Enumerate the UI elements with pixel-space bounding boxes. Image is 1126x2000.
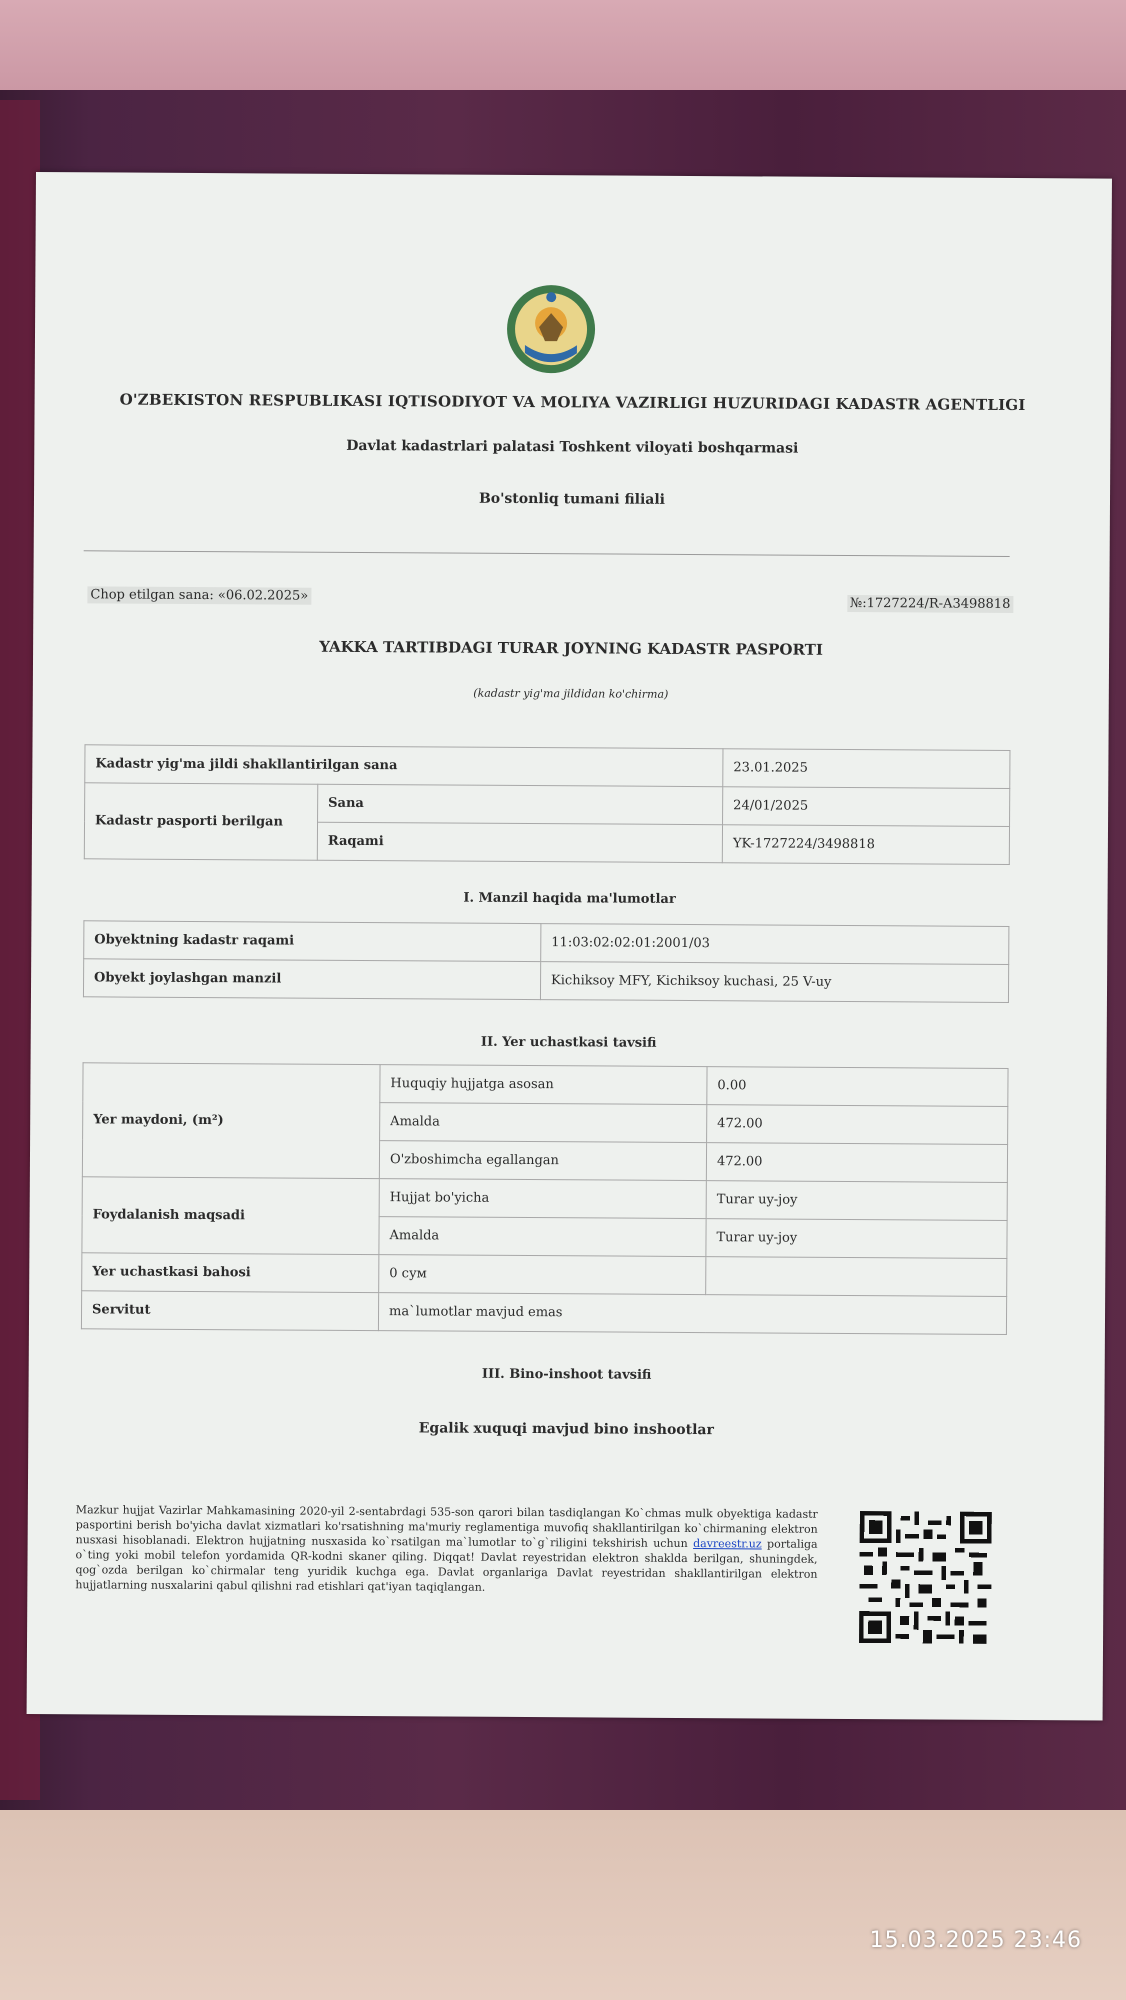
table-cell-label: Raqami: [317, 822, 722, 862]
document-title: YAKKA TARTIBDAGI TURAR JOYNING KADASTR PASPORTI: [319, 637, 823, 659]
table-row: [85, 745, 1010, 789]
section-heading: II. Yer uchastkasi tavsifi: [480, 1034, 657, 1051]
table-cell-label: Yer maydoni, (m²): [82, 1063, 380, 1179]
legal-notice-text: Mazkur hujjat Vazirlar Mahkamasining 2020-yil 2-sentabrdagi 535-son qarori bilan tasdiqlangan Ko`chmas mulk obyektiga kadastr pasportini berish bo'yicha davlat xizmatlari ko'rsatishning ma'muriy reglamentiga muvofiq shakllantirilgan ko`chirmaning elektron nusxasi hisoblanadi. Elektron hujjatning nusxasida ko`rsatilgan ma`lumotlar to`g`riligini tekshirish uchun: [75, 1503, 818, 1551]
table-row: [85, 783, 1010, 827]
table-cell-label: Obyektning kadastr raqami: [84, 921, 541, 962]
document-number: №:1727224/R-A3498818: [847, 595, 1014, 613]
table-cell-empty: [706, 1257, 1007, 1297]
table-cell-label: Foydalanish maqsadi: [82, 1177, 379, 1255]
chamber-name: Davlat kadastrlari palatasi Toshkent viloyati boshqarmasi: [346, 437, 799, 457]
table-cell-value: 0 сум: [379, 1255, 706, 1295]
table-cell-value: 11:03:02:02:01:2001/03: [541, 924, 1009, 965]
table-cell-label: Kadastr pasporti berilgan: [84, 783, 317, 860]
table-row: [83, 1063, 1008, 1107]
table-cell-value: 472.00: [706, 1143, 1007, 1183]
table-cell-value: YK-1727224/3498818: [722, 825, 1009, 865]
table-cell-label: Servitut: [81, 1291, 378, 1331]
table-cell-value: Turar uy-joy: [706, 1181, 1007, 1221]
background-bottom: [0, 1810, 1126, 2000]
table-cell-value: 0.00: [707, 1067, 1008, 1107]
portal-link[interactable]: davreestr.uz: [693, 1537, 762, 1551]
table-cell-label: Kadastr yig'ma jildi shakllantirilgan sana: [85, 745, 723, 787]
state-emblem-icon: [505, 283, 598, 376]
legal-notice-text: portaliga o`ting yoki mobil telefon yordamida QR-kodni skaner qiling. Diqqat! Davlat reyestridan elektron shaklda berilgan, shuningdek, qog`ozda berilgan ko`chirmalar teng yuridik kuchga ega. Davlat organlariga Davlat reyestridan shakllantirilgan elektron hujjatlarning nusxalarini qabul qilishni rad etishlari qat'iyan taqiqlangan.: [75, 1537, 818, 1594]
section-subheading: Egalik xuquqi mavjud bino inshootlar: [418, 1420, 714, 1439]
table-row: [81, 1291, 1006, 1335]
table-cell-label: Sana: [318, 784, 723, 824]
table-row: [84, 921, 1009, 965]
table-cell-value: Kichiksoy MFY, Kichiksoy kuchasi, 25 V-uy: [540, 962, 1008, 1003]
passport-info-table: [84, 744, 1011, 865]
branch-name: Bo'stonliq tumani filiali: [478, 490, 666, 508]
table-row: [83, 959, 1008, 1003]
qr-code-icon: [859, 1511, 992, 1644]
document-subtitle: (kadastr yig'ma jildidan ko'chirma): [473, 686, 669, 701]
land-plot-table: [81, 1062, 1009, 1335]
table-cell-label: Hujjat bo'yicha: [379, 1179, 706, 1219]
table-row: [82, 1177, 1007, 1221]
table-cell-value: 24/01/2025: [723, 787, 1010, 827]
table-cell-label: Yer uchastkasi bahosi: [82, 1253, 379, 1293]
table-cell-value: ma`lumotlar mavjud emas: [378, 1293, 1006, 1335]
address-table: [83, 920, 1009, 1003]
printed-date: Chop etilgan sana: «06.02.2025»: [87, 586, 311, 604]
table-cell-label: Amalda: [379, 1217, 706, 1257]
table-cell-label: O'zboshimcha egallangan: [379, 1141, 706, 1181]
table-cell-value: 23.01.2025: [723, 749, 1010, 789]
table-cell-label: Huquqiy hujjatga asosan: [380, 1065, 707, 1105]
document-sheet: [27, 172, 1112, 1721]
table-cell-label: Obyekt joylashgan manzil: [83, 959, 540, 1000]
table-cell-value: Turar uy-joy: [706, 1219, 1007, 1259]
section-heading: I. Manzil haqida ma'lumotlar: [463, 890, 676, 907]
photo-timestamp: 15.03.2025 23:46: [869, 1928, 1082, 1953]
agency-name: O'ZBEKISTON RESPUBLIKASI IQTISODIYOT VA MOLIYA VAZIRLIGI HUZURIDAGI KADASTR AGENTLIGI: [119, 390, 1026, 415]
table-cell-value: 472.00: [707, 1105, 1008, 1145]
legal-notice: [75, 1502, 818, 1597]
table-row: [82, 1253, 1007, 1297]
table-cell-label: Amalda: [380, 1103, 707, 1143]
section-heading: III. Bino-inshoot tavsifi: [481, 1366, 652, 1383]
divider: [84, 550, 1010, 557]
